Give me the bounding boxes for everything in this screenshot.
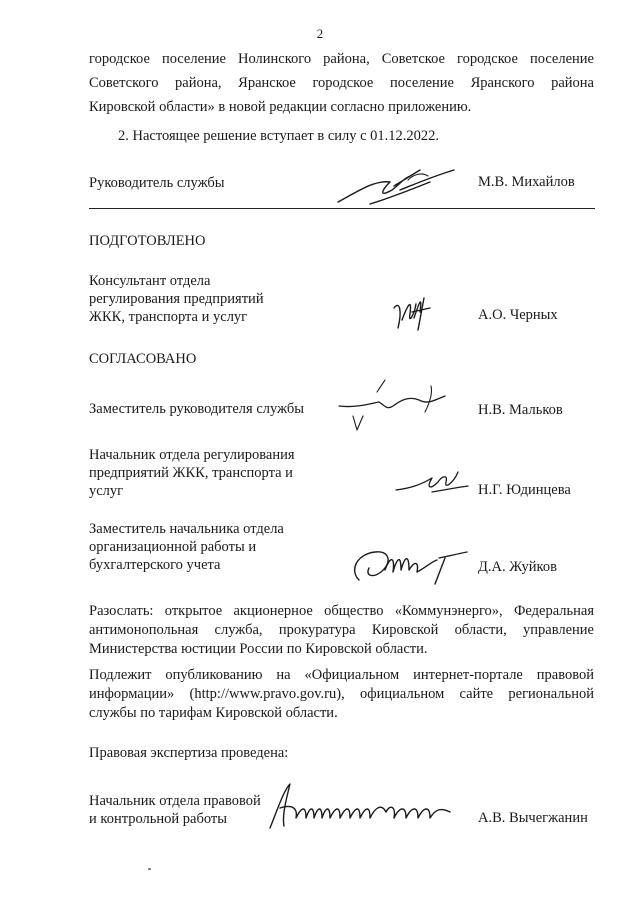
publication-line-2: информации» (http://www.pravo.gov.ru), официальном сайте региональной xyxy=(89,686,594,702)
prepared-heading: ПОДГОТОВЛЕНО xyxy=(89,233,206,249)
prepared-name: А.О. Черных xyxy=(478,307,558,323)
agreed-person-3-role-line-3: бухгалтерского учета xyxy=(89,557,221,573)
expertise-name: А.В. Вычегжанин xyxy=(478,810,588,826)
separator-line xyxy=(89,208,595,209)
prepared-role-line-2: регулирования предприятий xyxy=(89,291,264,307)
intro-paragraph xyxy=(89,47,594,119)
distribution-line-1: Разослать: открытое акционерное общество «Коммунэнерго», Федеральная xyxy=(89,603,594,619)
publication-paragraph xyxy=(89,666,594,723)
agreed-person-3-role-line-1: Заместитель начальника отдела xyxy=(89,521,284,537)
distribution-paragraph xyxy=(89,602,594,659)
publication-line-1: Подлежит опубликованию на «Официальном интернет-портале правовой xyxy=(89,667,594,683)
agreed-person-2-name: Н.Г. Юдинцева xyxy=(478,482,571,498)
intro-line-1: городское поселение Нолинского района, Советское городское поселение xyxy=(89,51,594,67)
prepared-role xyxy=(89,272,264,326)
expertise-signature-icon xyxy=(262,778,458,838)
head-name: М.В. Михайлов xyxy=(478,174,575,190)
agreed-person-2-signature-icon xyxy=(392,462,472,502)
expertise-role xyxy=(89,792,261,828)
expertise-role-line-2: и контрольной работы xyxy=(89,811,227,827)
agreed-person-3-role-line-2: организационной работы и xyxy=(89,539,257,555)
agreed-person-1-name: Н.В. Мальков xyxy=(478,402,563,418)
agreed-person-2-role xyxy=(89,446,295,500)
agreed-person-2-role-line-3: услуг xyxy=(89,483,124,499)
head-role: Руководитель службы xyxy=(89,175,225,191)
agreed-person-3-role xyxy=(89,520,284,574)
scan-speck xyxy=(148,868,151,870)
expertise-text: Правовая экспертиза проведена: xyxy=(89,745,289,761)
prepared-signature-icon xyxy=(388,290,438,340)
prepared-role-line-1: Консультант отдела xyxy=(89,273,211,289)
agreed-person-1-signature-icon xyxy=(335,372,455,442)
page-number: 2 xyxy=(316,26,324,41)
agreed-person-3-name: Д.А. Жуйков xyxy=(478,559,557,575)
intro-line-3: Кировской области» в новой редакции согласно приложению. xyxy=(89,99,472,115)
agreed-person-2-role-line-2: предприятий ЖКК, транспорта и xyxy=(89,465,293,481)
agreed-person-1-role: Заместитель руководителя службы xyxy=(89,401,305,417)
agreed-heading: СОГЛАСОВАНО xyxy=(89,351,197,367)
head-signature-icon xyxy=(330,160,460,210)
intro-line-2: Советского района, Яранское городское поселение Яранского района xyxy=(89,75,594,91)
agreed-person-2-role-line-1: Начальник отдела регулирования xyxy=(89,447,295,463)
prepared-role-line-3: ЖКК, транспорта и услуг xyxy=(89,309,248,325)
publication-line-3: службы по тарифам Кировской области. xyxy=(89,705,338,721)
distribution-line-3: Министерства юстиции России по Кировской области. xyxy=(89,641,428,657)
agreed-person-3-signature-icon xyxy=(345,540,475,590)
point-2: 2. Настоящее решение вступает в силу с 01.12.2022. xyxy=(118,128,440,144)
distribution-line-2: антимонопольная служба, прокуратура Кировской области, управление xyxy=(89,622,594,638)
expertise-role-line-1: Начальник отдела правовой xyxy=(89,793,261,809)
